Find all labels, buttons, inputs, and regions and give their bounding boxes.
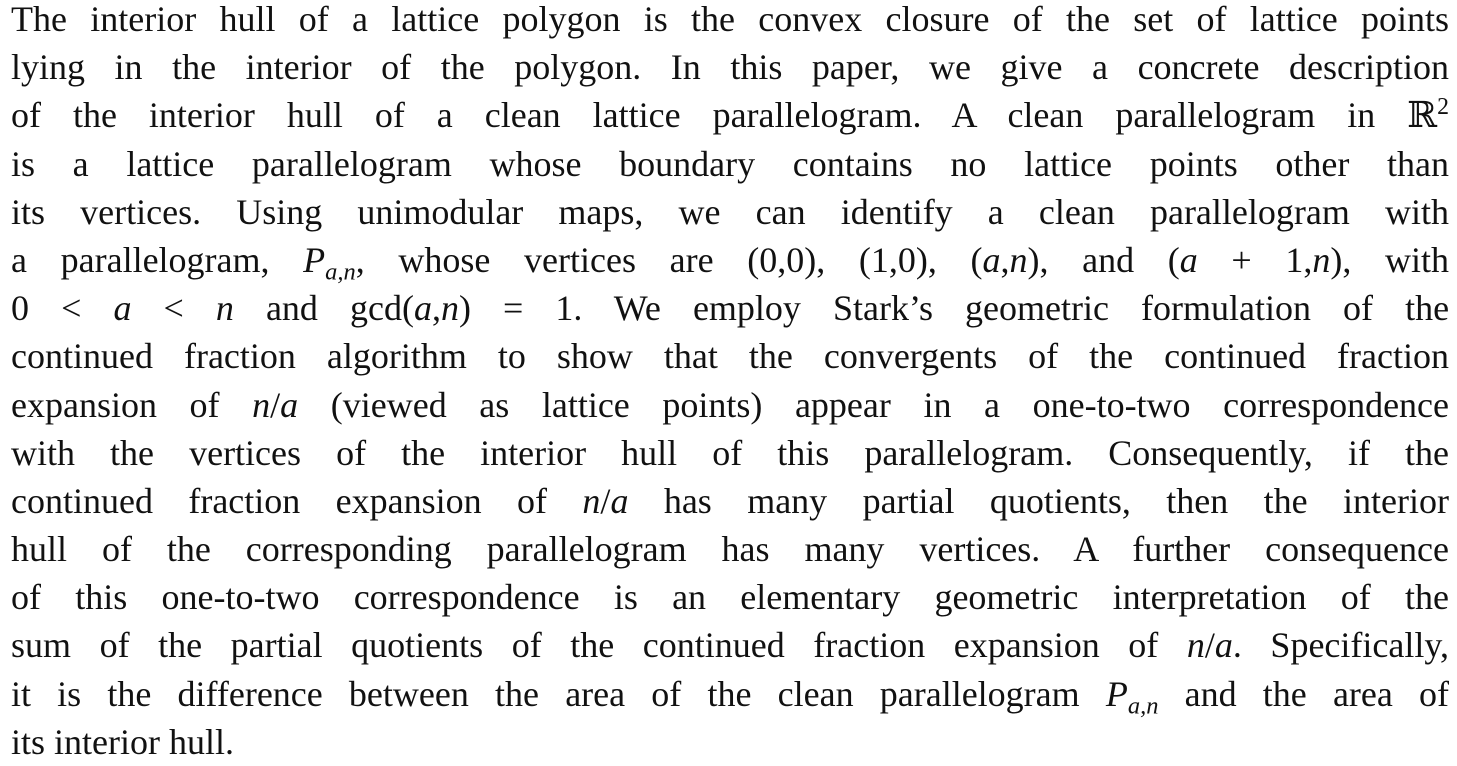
math-parallelogram-symbol: $P_{a,n}$ [1105, 673, 1159, 719]
abstract-line-9 [11, 381, 1449, 429]
math-inequality: 0 < a < n [11, 288, 234, 329]
text-segment: . We employ Stark’s geometric formulation of the [573, 288, 1450, 329]
math-fraction-n-over-a: n/a [582, 480, 629, 521]
text-segment: , with [1342, 239, 1449, 280]
text-segment: The interior hull of a lattice polygon is the convex closure of the set of lattice points [11, 0, 1449, 39]
text-segment: it is the difference between the area of the clean parallelogram [11, 673, 1080, 714]
text-segment: lying in the interior of the polygon. In this paper, we give a concrete description [11, 47, 1449, 88]
text-segment: , and [1039, 239, 1135, 280]
abstract-line-13 [11, 573, 1449, 621]
text-segment: has many partial quotients, then the interior [663, 480, 1449, 521]
abstract-line-15 [11, 670, 1449, 718]
text-segment: a parallelogram, [11, 239, 270, 280]
math-fraction-n-over-a: n/a [252, 384, 299, 425]
text-segment: its vertices. Using unimodular maps, we can identify a clean parallelogram with [11, 191, 1449, 232]
text-segment: continued fraction expansion of [11, 480, 548, 521]
abstract-line-16 [11, 718, 1449, 766]
abstract-text [11, 0, 1449, 766]
text-segment: with the vertices of the interior hull of this parallelogram. Consequently, if the [11, 432, 1449, 473]
text-segment: , whose vertices are [355, 239, 714, 280]
text-segment: its interior hull. [11, 721, 234, 762]
math-fraction-n-over-a: n/a [1186, 625, 1233, 666]
abstract-line-4 [11, 140, 1449, 188]
text-segment: . Specifically, [1232, 625, 1450, 666]
abstract-line-1 [11, 0, 1449, 43]
text-segment: (viewed as lattice points) appear in a one-to-two correspondence [330, 384, 1450, 425]
abstract-line-11 [11, 477, 1449, 525]
abstract-line-7 [11, 284, 1449, 332]
math-gcd: gcd(a,n) = 1 [349, 288, 574, 329]
abstract-line-2 [11, 43, 1449, 91]
abstract-line-5 [11, 188, 1449, 236]
text-segment: continued fraction algorithm to show that the convergents of the continued fraction [11, 336, 1449, 377]
abstract-line-12 [11, 525, 1449, 573]
math-vertex-4: (a + 1,n) [1167, 239, 1343, 280]
text-segment: sum of the partial quotients of the continued fraction expansion of [11, 625, 1159, 666]
text-segment: expansion of [11, 384, 220, 425]
text-segment: and the area of [1184, 673, 1450, 714]
abstract-line-6 [11, 236, 1449, 284]
abstract-line-3 [11, 91, 1449, 139]
abstract-line-10 [11, 429, 1449, 477]
math-vertices: (0,0), (1,0), (a,n) [747, 239, 1040, 280]
math-real-plane: ℝ$^2$ [1407, 94, 1450, 136]
math-parallelogram-symbol: $P_{a,n}$ [303, 239, 356, 286]
text-segment: hull of the corresponding parallelogram has many vertices. A further consequence [11, 529, 1449, 570]
abstract-line-8 [11, 332, 1449, 380]
text-segment: of this one-to-two correspondence is an elementary geometric interpretation of the [11, 577, 1449, 618]
text-segment: of the interior hull of a clean lattice parallelogram. A clean parallelogram in [11, 95, 1376, 136]
text-segment: is a lattice parallelogram whose boundary contains no lattice points other than [11, 143, 1449, 184]
abstract-line-14 [11, 621, 1449, 669]
text-segment: and [265, 288, 318, 329]
